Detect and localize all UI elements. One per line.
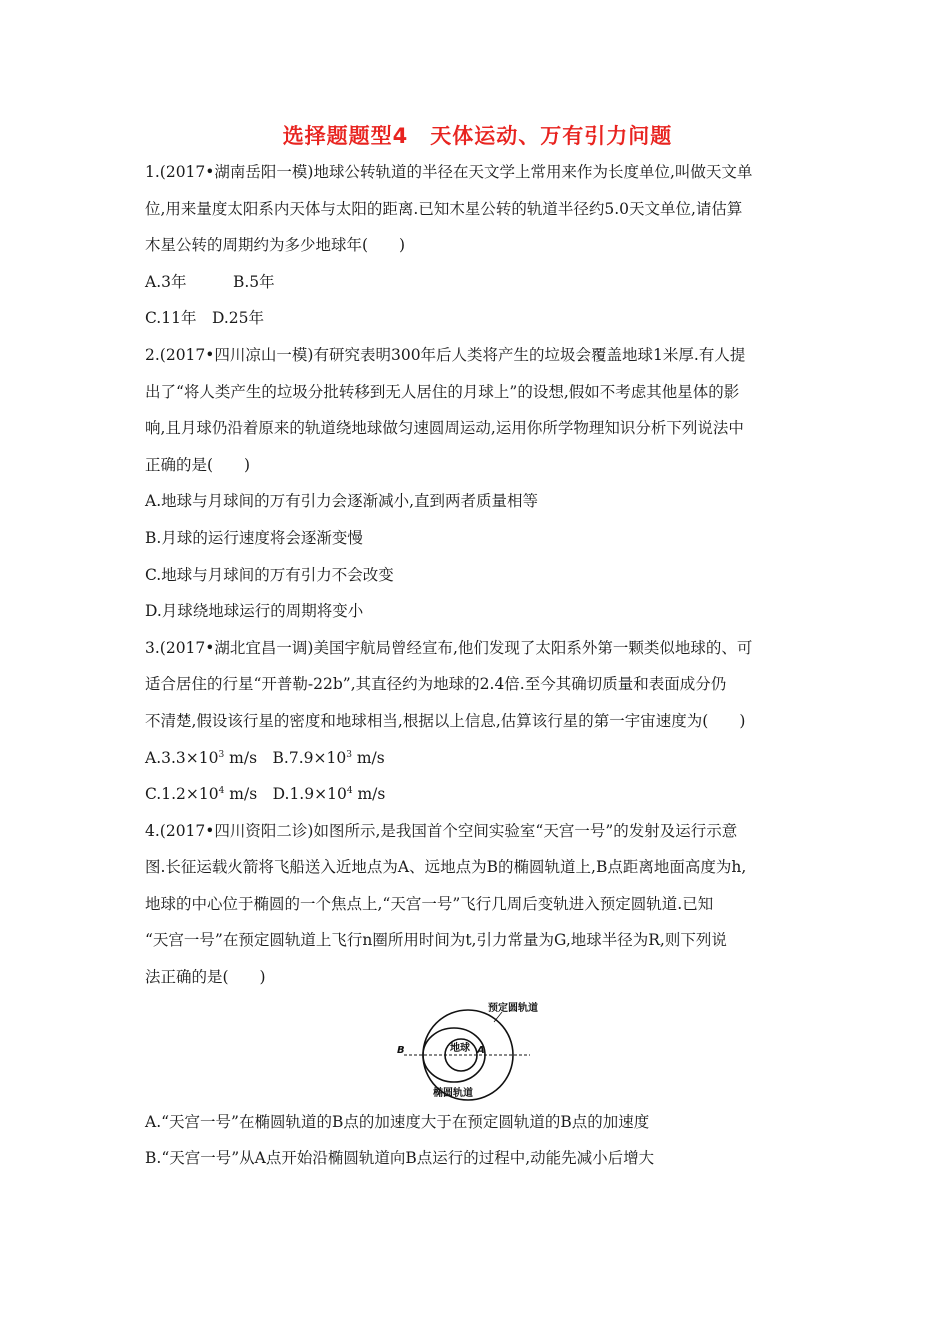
document-page bbox=[145, 120, 810, 1177]
orbit-diagram-svg bbox=[390, 1000, 570, 1104]
answer-options-cd: $C.1.2\times 10^4$ m/s $D.1.9\times 10^4$ m/s bbox=[145, 785, 386, 804]
point-b-label: B bbox=[397, 1044, 405, 1056]
answer-option-d: D.月球绕地球运行的周期将变小 bbox=[145, 602, 364, 621]
document-title: 选择题题型4 天体运动、万有引力问题 bbox=[282, 124, 673, 148]
answer-option-a: A.地球与月球间的万有引力会逐渐减小,直到两者质量相等 bbox=[145, 492, 539, 511]
earth-label: 地球 bbox=[450, 1042, 470, 1054]
question-1 bbox=[145, 154, 810, 337]
question-text-line: 3.(2017•湖北宜昌一调)美国宇航局曾经宣布,他们发现了太阳系外第一颗类似地球的、可 bbox=[145, 638, 753, 657]
orbit-diagram bbox=[145, 1000, 810, 1104]
answer-option-c: C.地球与月球间的万有引力不会改变 bbox=[145, 565, 394, 584]
question-text-line: 4.(2017•四川资阳二诊)如图所示,是我国首个空间实验室“天宫一号”的发射及运行示意 bbox=[145, 821, 738, 840]
answer-option-a: A.“天宫一号”在椭圆轨道的B点的加速度大于在预定圆轨道的B点的加速度 bbox=[145, 1112, 650, 1131]
question-text-line: 正确的是( ) bbox=[145, 455, 251, 474]
answer-options: A.3年 B.5年 bbox=[145, 272, 275, 291]
question-text-line: 位,用来量度太阳系内天体与太阳的距离.已知木星公转的轨道半径约5.0天文单位,请估算 bbox=[145, 199, 743, 218]
question-4 bbox=[145, 813, 810, 1177]
answer-option-b: B.“天宫一号”从A点开始沿椭圆轨道向B点运行的过程中,动能先减小后增大 bbox=[145, 1149, 655, 1168]
question-text-line: 响,且月球仍沿着原来的轨道绕地球做匀速圆周运动,运用你所学物理知识分析下列说法中 bbox=[145, 419, 744, 438]
question-text-line: “天宫一号”在预定圆轨道上飞行n圈所用时间为t,引力常量为G,地球半径为R,则下列说 bbox=[145, 931, 727, 950]
answer-options-ab: $A.3.3\times 10^3$ m/s $B.7.9\times 10^3$ m/s bbox=[145, 748, 385, 767]
circle-orbit-label: 预定圆轨道 bbox=[488, 1002, 538, 1014]
answer-option-b: B.月球的运行速度将会逐渐变慢 bbox=[145, 528, 363, 547]
question-3 bbox=[145, 630, 810, 813]
point-a-label: A bbox=[477, 1044, 485, 1056]
question-text-line: 法正确的是( ) bbox=[145, 968, 266, 987]
question-text-line: 出了“将人类产生的垃圾分批转移到无人居住的月球上”的设想,假如不考虑其他星体的影 bbox=[145, 382, 740, 401]
question-text-line: 适合居住的行星“开普勒-22b”,其直径约为地球的2.4倍.至今其确切质量和表面成分仍 bbox=[145, 675, 727, 694]
question-2 bbox=[145, 337, 810, 630]
question-text-line: 图.长征运载火箭将飞船送入近地点为A、远地点为B的椭圆轨道上,B点距离地面高度为h, bbox=[145, 858, 747, 877]
ellipse-orbit-label: 椭圆轨道 bbox=[433, 1087, 473, 1099]
question-text-line: 木星公转的周期约为多少地球年( ) bbox=[145, 236, 406, 255]
question-text-line: 1.(2017•湖南岳阳一模)地球公转轨道的半径在天文学上常用来作为长度单位,叫做天文单 bbox=[145, 163, 753, 181]
question-text-line: 不清楚,假设该行星的密度和地球相当,根据以上信息,估算该行星的第一宇宙速度为( ) bbox=[145, 711, 746, 730]
answer-options: C.11年 D.25年 bbox=[145, 309, 264, 328]
question-text-line: 2.(2017•四川凉山一模)有研究表明300年后人类将产生的垃圾会覆盖地球1米厚.有人提 bbox=[145, 345, 746, 364]
question-text-line: 地球的中心位于椭圆的一个焦点上,“天宫一号”飞行几周后变轨进入预定圆轨道.已知 bbox=[145, 894, 714, 913]
